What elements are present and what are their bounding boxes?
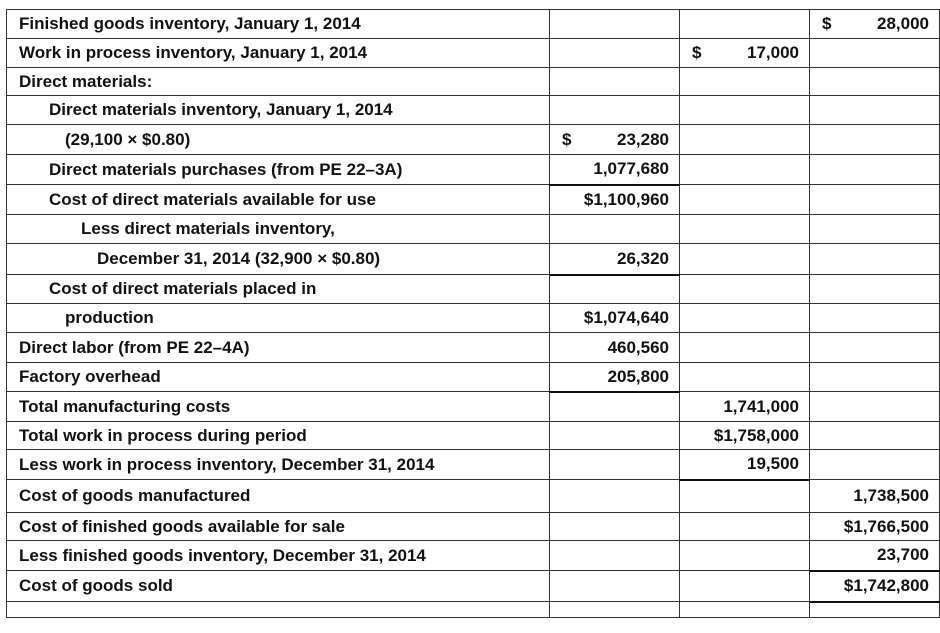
amount-cell	[809, 155, 939, 185]
row-label: Less direct materials inventory,	[7, 215, 550, 244]
amount-cell	[680, 155, 810, 185]
amount-cell	[680, 96, 810, 125]
amount-cell	[550, 450, 680, 480]
table-row	[7, 513, 940, 541]
amount-cell: 1,077,680	[550, 155, 680, 185]
table-row	[7, 96, 940, 125]
amount-cell	[809, 450, 939, 480]
amount-cell	[680, 363, 810, 392]
amount-value: 28,000	[877, 14, 929, 33]
amount-cell	[550, 39, 680, 68]
row-label: Cost of direct materials available for use	[7, 185, 550, 215]
row-label: Cost of finished goods available for sale	[7, 513, 550, 541]
amount-cell: 19,500	[680, 450, 810, 480]
row-label: Work in process inventory, January 1, 2014	[7, 39, 550, 68]
amount-cell	[550, 571, 680, 602]
row-label: Total manufacturing costs	[7, 392, 550, 422]
amount-cell	[680, 513, 810, 541]
amount-cell	[809, 333, 939, 363]
amount-cell	[809, 363, 939, 392]
table-row	[7, 244, 940, 275]
table-row	[7, 10, 940, 39]
table-row	[7, 571, 940, 602]
amount-cell	[809, 215, 939, 244]
table-row	[7, 541, 940, 571]
amount-cell: $1,742,800	[809, 571, 939, 602]
amount-cell	[680, 68, 810, 96]
row-label: Direct materials:	[7, 68, 550, 96]
table-row	[7, 304, 940, 333]
amount-cell	[550, 422, 680, 450]
amount-cell	[680, 541, 810, 571]
table-row	[7, 480, 940, 513]
table-row	[7, 39, 940, 68]
amount-cell	[550, 541, 680, 571]
amount-cell	[809, 244, 939, 275]
amount-cell	[550, 392, 680, 422]
amount-cell: $1,074,640	[550, 304, 680, 333]
amount-cell	[809, 275, 939, 304]
amount-value: 23,280	[617, 129, 670, 149]
row-label: Factory overhead	[7, 363, 550, 392]
amount-cell	[550, 96, 680, 125]
amount-cell	[680, 571, 810, 602]
amount-cell	[809, 185, 939, 215]
row-label: Less work in process inventory, December 31, 2014	[7, 450, 550, 480]
table-row	[7, 333, 940, 363]
amount-cell	[680, 185, 810, 215]
amount-cell: 1,741,000	[680, 392, 810, 422]
amount-cell	[680, 125, 810, 155]
amount-cell	[550, 275, 680, 304]
table-row	[7, 392, 940, 422]
amount-cell	[680, 215, 810, 244]
table-row	[7, 422, 940, 450]
row-label: Direct materials purchases (from PE 22–3A)	[7, 155, 550, 185]
amount-cell	[809, 39, 939, 68]
row-label: Cost of direct materials placed in	[7, 275, 550, 304]
amount-cell	[550, 68, 680, 96]
amount-cell	[809, 125, 939, 155]
row-label: Cost of goods sold	[7, 571, 550, 602]
amount-cell: $1,766,500	[809, 513, 939, 541]
currency-sign: $	[562, 129, 572, 149]
row-label: December 31, 2014 (32,900 × $0.80)	[7, 244, 550, 275]
table-row	[7, 68, 940, 96]
row-label: Cost of goods manufactured	[7, 480, 550, 513]
amount-cell	[809, 10, 939, 39]
amount-cell	[809, 422, 939, 450]
amount-cell: 460,560	[550, 333, 680, 363]
row-label: Finished goods inventory, January 1, 2014	[7, 10, 550, 39]
amount-cell	[680, 10, 810, 39]
amount-cell	[680, 304, 810, 333]
amount-cell	[680, 333, 810, 363]
amount-cell	[550, 480, 680, 513]
amount-cell	[550, 513, 680, 541]
amount-cell	[809, 602, 939, 618]
amount-cell	[809, 96, 939, 125]
amount-cell	[680, 275, 810, 304]
amount-cell	[809, 68, 939, 96]
row-label: Total work in process during period	[7, 422, 550, 450]
table-row	[7, 185, 940, 215]
table-row	[7, 155, 940, 185]
amount-cell: $1,100,960	[550, 185, 680, 215]
amount-value: 17,000	[746, 43, 799, 62]
table-row	[7, 363, 940, 392]
amount-cell	[550, 215, 680, 244]
row-label: Direct materials inventory, January 1, 2014	[7, 96, 550, 125]
amount-cell	[550, 10, 680, 39]
row-label	[7, 602, 550, 618]
schedule-body	[7, 10, 940, 618]
currency-sign: $	[692, 43, 702, 62]
amount-cell: $1,758,000	[680, 422, 810, 450]
cost-of-goods-sold-schedule	[6, 9, 940, 618]
amount-cell: 23,700	[809, 541, 939, 571]
amount-cell	[680, 244, 810, 275]
amount-cell	[680, 602, 810, 618]
table-row	[7, 215, 940, 244]
table-row	[7, 275, 940, 304]
amount-cell	[809, 392, 939, 422]
table-row	[7, 125, 940, 155]
row-label: (29,100 × $0.80)	[7, 125, 550, 155]
currency-sign: $	[821, 14, 832, 33]
amount-cell: 26,320	[550, 244, 680, 275]
amount-cell: 1,738,500	[809, 480, 939, 513]
amount-cell	[550, 602, 680, 618]
amount-cell: 205,800	[550, 363, 680, 392]
table-row	[7, 450, 940, 480]
row-label: Less finished goods inventory, December 31, 2014	[7, 541, 550, 571]
row-label: production	[7, 304, 550, 333]
amount-cell	[550, 125, 680, 155]
table-row	[7, 602, 940, 618]
amount-cell	[809, 304, 939, 333]
row-label: Direct labor (from PE 22–4A)	[7, 333, 550, 363]
amount-cell	[680, 480, 810, 513]
amount-cell	[680, 39, 810, 68]
